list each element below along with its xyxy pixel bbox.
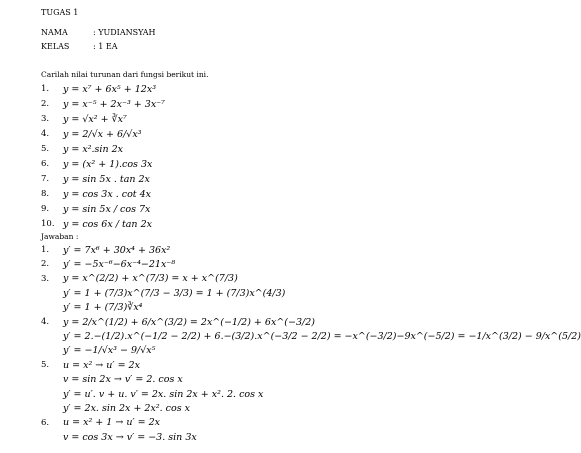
nama-row (41, 28, 156, 37)
question-number: 5. (41, 144, 50, 154)
answer-number: 3. (41, 273, 50, 284)
answer-row (41, 272, 238, 286)
kelas-row (41, 42, 118, 51)
answer-row (41, 329, 581, 343)
answer-expression: y′ = 2.−(1/2).x^(−1/2 − 2/2) + 6.−(3/2).x^(−3/2 − 2/2) = −x^(−3/2)−9x^(−5/2) = −1/x^(3/2) − 9/x^(5/2) (63, 330, 581, 342)
question-expression: y = 2/√x + 6/√x³ (63, 128, 142, 140)
question-row (41, 97, 165, 111)
answer-number: 1. (41, 245, 50, 255)
assignment-title: TUGAS 1 (41, 8, 79, 17)
question-number: 6. (41, 159, 50, 169)
answer-expression: v = sin 2x → v′ = 2. cos x (63, 374, 183, 386)
question-row (41, 202, 150, 216)
answer-expression: u = x² + 1 → u′ = 2x (63, 417, 161, 429)
answer-expression: u = x² → u′ = 2x (63, 359, 140, 371)
question-expression: y = cos 6x / tan 2x (63, 218, 152, 230)
answer-row (41, 358, 140, 372)
answer-expression: y′ = −5x⁻⁶−6x⁻⁴−21x⁻⁸ (63, 258, 176, 270)
question-number: 10. (41, 219, 55, 229)
answer-row (41, 315, 315, 329)
question-expression: y = x⁷ + 6x⁵ + 12x³ (63, 83, 156, 95)
question-number: 2. (41, 99, 50, 109)
kelas-label: KELAS (41, 42, 70, 51)
answer-row (41, 373, 183, 387)
answer-expression: y′ = u′. v + u. v′ = 2x. sin 2x + x². 2. cos x (63, 388, 264, 400)
nama-label: NAMA (41, 28, 68, 37)
answer-row (41, 416, 160, 430)
kelas-value: : 1 EA (93, 42, 118, 51)
question-number: 3. (41, 114, 50, 124)
answer-expression: y = x^(2/2) + x^(7/3) = x + x^(7/3) (63, 273, 238, 285)
answer-expression: y = 2/x^(1/2) + 6/x^(3/2) = 2x^(−1/2) + 6x^(−3/2) (63, 316, 315, 328)
question-expression: y = √x² + ∛x⁷ (63, 113, 127, 125)
answer-number: 6. (41, 417, 50, 428)
question-row (41, 187, 151, 201)
answer-expression: y′ = 2x. sin 2x + 2x². cos x (63, 402, 190, 414)
answer-row (41, 286, 285, 300)
jawaban-label: Jawaban : (41, 232, 79, 241)
question-number: 1. (41, 84, 50, 94)
answer-row (41, 401, 190, 415)
answer-expression: y′ = 1 + (7/3)∛x⁴ (63, 302, 143, 314)
answer-row (41, 387, 263, 401)
answer-number: 4. (41, 317, 50, 327)
question-row (41, 112, 127, 126)
question-expression: y = (x² + 1).cos 3x (63, 158, 153, 170)
answer-expression: v = cos 3x → v′ = −3. sin 3x (63, 431, 197, 443)
nama-value: : YUDIANSYAH (93, 28, 156, 37)
question-row (41, 82, 156, 96)
question-expression: y = x².sin 2x (63, 143, 124, 155)
answer-row (41, 430, 197, 444)
question-row (41, 127, 142, 141)
instruction-text: Carilah nilai turunan dari fungsi berikut ini. (41, 70, 209, 79)
question-row (41, 172, 150, 186)
answer-expression: y′ = 7x⁶ + 30x⁴ + 36x² (63, 244, 171, 256)
question-row (41, 142, 123, 156)
question-expression: y = sin 5x / cos 7x (63, 203, 151, 215)
question-number: 9. (41, 204, 50, 214)
answer-number: 5. (41, 360, 50, 371)
answer-expression: y′ = −1/√x³ − 9/√x⁵ (63, 345, 156, 357)
answer-number: 2. (41, 259, 50, 270)
question-number: 4. (41, 129, 50, 139)
question-expression: y = x⁻⁵ + 2x⁻³ + 3x⁻⁷ (63, 98, 165, 110)
question-expression: y = cos 3x . cot 4x (63, 188, 152, 200)
question-row (41, 157, 152, 171)
answer-row (41, 243, 170, 257)
answer-row (41, 257, 175, 271)
question-row (41, 217, 152, 231)
answer-row (41, 301, 143, 315)
question-expression: y = sin 5x . tan 2x (63, 173, 150, 185)
question-number: 8. (41, 189, 50, 199)
answer-row (41, 344, 155, 358)
question-number: 7. (41, 174, 50, 184)
answer-expression: y′ = 1 + (7/3)x^(7/3 − 3/3) = 1 + (7/3)x^(4/3) (63, 287, 286, 299)
